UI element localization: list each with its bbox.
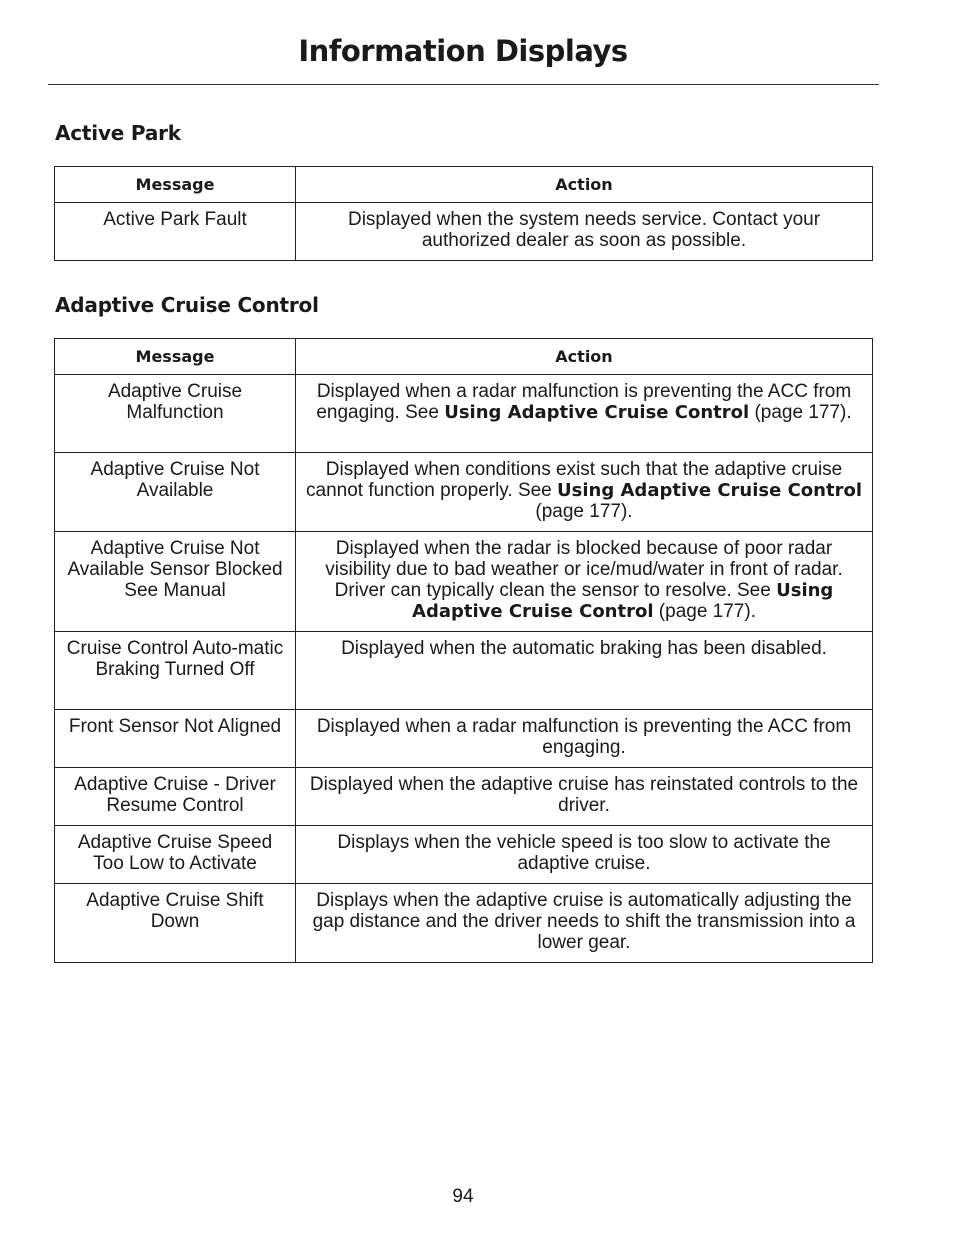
table-row (55, 203, 873, 261)
action-text: (page 177). (653, 601, 756, 622)
action-cell (296, 453, 873, 532)
message-cell: Adaptive Cruise Shift Down (55, 884, 296, 963)
column-header-message: Message (55, 167, 296, 203)
action-cell: Displayed when a radar malfunction is preventing the ACC from engaging. (296, 710, 873, 768)
section-heading-adaptive-cruise-control: Adaptive Cruise Control (55, 293, 319, 317)
message-cell: Adaptive Cruise Speed Too Low to Activate (55, 826, 296, 884)
page-number: 94 (452, 1186, 474, 1207)
column-header-action: Action (296, 167, 873, 203)
action-text: (page 177). (535, 501, 633, 522)
table-header-row (55, 167, 873, 203)
title-divider (48, 84, 879, 85)
table-row (55, 375, 873, 453)
action-cell (296, 532, 873, 632)
action-text: Displayed when the radar is blocked because of poor radar visibility due to bad weather or ice/mud/water in front of radar. Driver can typically clean the sensor to resolve. See (325, 538, 843, 601)
table-row (55, 632, 873, 710)
action-text: Displayed when a radar malfunction is preventing the ACC from engaging. See (316, 381, 852, 423)
action-cell: Displayed when the adaptive cruise has reinstated controls to the driver. (296, 768, 873, 826)
active-park-table (54, 166, 873, 261)
table-row (55, 710, 873, 768)
action-cell: Displayed when the automatic braking has been disabled. (296, 632, 873, 710)
page-reference-link[interactable]: Using Adaptive Cruise Control (557, 480, 862, 501)
message-cell: Adaptive Cruise Not Available Sensor Blocked See Manual (55, 532, 296, 632)
column-header-action: Action (296, 339, 873, 375)
table-row (55, 532, 873, 632)
action-cell: Displays when the adaptive cruise is automatically adjusting the gap distance and the driver needs to shift the transmission into a lower gear. (296, 884, 873, 963)
message-cell: Front Sensor Not Aligned (55, 710, 296, 768)
action-cell: Displayed when the system needs service. Contact your authorized dealer as soon as possible. (296, 203, 873, 261)
page-reference-link[interactable]: Using Adaptive Cruise Control (412, 580, 834, 622)
page-reference-link[interactable]: Using Adaptive Cruise Control (444, 402, 750, 423)
table-row (55, 826, 873, 884)
table-header-row (55, 339, 873, 375)
message-cell: Adaptive Cruise Malfunction (55, 375, 296, 453)
table-row (55, 884, 873, 963)
message-cell: Active Park Fault (55, 203, 296, 261)
message-cell: Adaptive Cruise - Driver Resume Control (55, 768, 296, 826)
action-text: (page 177). (749, 402, 852, 423)
message-cell: Adaptive Cruise Not Available (55, 453, 296, 532)
table-row (55, 768, 873, 826)
table-row (55, 453, 873, 532)
message-cell: Cruise Control Auto-matic Braking Turned Off (55, 632, 296, 710)
action-text: Displayed when conditions exist such that the adaptive cruise cannot function properly. See (306, 459, 843, 501)
section-heading-active-park: Active Park (55, 121, 181, 145)
adaptive-cruise-table (54, 338, 873, 963)
action-cell (296, 375, 873, 453)
action-cell: Displays when the vehicle speed is too slow to activate the adaptive cruise. (296, 826, 873, 884)
page-title: Information Displays (298, 34, 628, 68)
column-header-message: Message (55, 339, 296, 375)
